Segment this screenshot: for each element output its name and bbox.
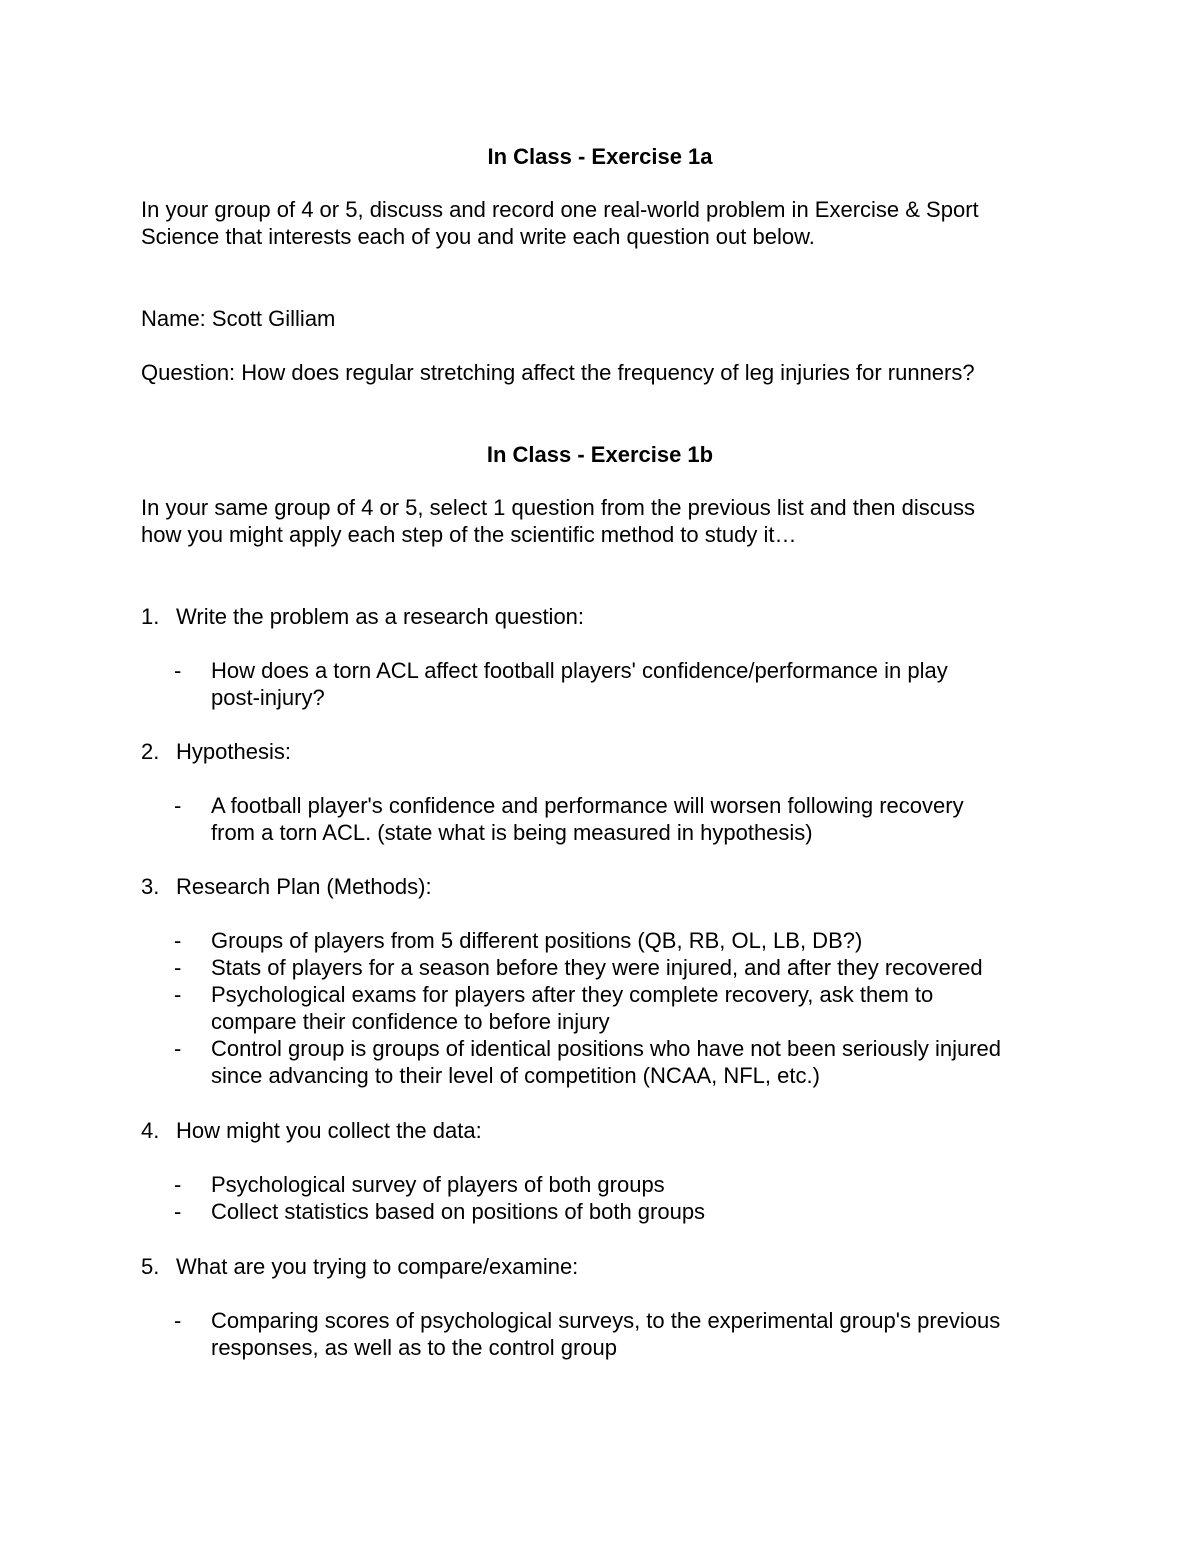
step-number: 2. <box>141 739 160 764</box>
step-label: Hypothesis: <box>176 739 291 764</box>
bullet-dash: - <box>174 928 182 953</box>
step-number: 1. <box>141 604 160 629</box>
bullet-text <box>211 792 1071 846</box>
bullet-line: post-injury? <box>211 685 325 710</box>
student-name: Name: Scott Gilliam <box>141 306 336 331</box>
bullet-text <box>211 981 1071 1035</box>
bullet-text <box>211 1307 1071 1361</box>
bullet-line: Collect statistics based on positions of both groups <box>211 1199 706 1224</box>
bullet-line: Psychological exams for players after they complete recovery, ask them to <box>211 982 934 1007</box>
bullet-dash: - <box>174 658 182 683</box>
step-label: What are you trying to compare/examine: <box>176 1254 579 1279</box>
bullet-line: Stats of players for a season before they were injured, and after they recovered <box>211 955 983 980</box>
bullet-dash: - <box>174 1036 182 1061</box>
bullet-text <box>211 1198 1071 1225</box>
step-number: 3. <box>141 874 160 899</box>
bullet-line: from a torn ACL. (state what is being measured in hypothesis) <box>211 820 813 845</box>
bullet-text <box>211 1171 1071 1198</box>
bullet-text <box>211 657 1071 711</box>
bullet-dash: - <box>174 955 182 980</box>
exercise-1b-instructions <box>141 494 1071 548</box>
exercise-1a-instructions-line: In your group of 4 or 5, discuss and record one real-world problem in Exercise & Sport <box>141 197 979 222</box>
bullet-text <box>211 927 1071 954</box>
exercise-1b-instructions-line: In your same group of 4 or 5, select 1 question from the previous list and then discuss <box>141 495 976 520</box>
exercise-1a-heading: In Class - Exercise 1a <box>487 144 713 169</box>
bullet-dash: - <box>174 982 182 1007</box>
exercise-1b-heading: In Class - Exercise 1b <box>486 442 714 467</box>
bullet-line: A football player's confidence and performance will worsen following recovery <box>211 793 964 818</box>
step-number: 4. <box>141 1118 160 1143</box>
bullet-dash: - <box>174 1199 182 1224</box>
bullet-line: compare their confidence to before injury <box>211 1009 610 1034</box>
bullet-text <box>211 1035 1071 1089</box>
bullet-line: Comparing scores of psychological surveys, to the experimental group's previous <box>211 1308 1001 1333</box>
step-label: Write the problem as a research question: <box>176 604 585 629</box>
step-label: How might you collect the data: <box>176 1118 482 1143</box>
exercise-1a-instructions-line: Science that interests each of you and write each question out below. <box>141 224 815 249</box>
bullet-line: How does a torn ACL affect football players' confidence/performance in play <box>211 658 948 683</box>
step-number: 5. <box>141 1254 160 1279</box>
bullet-line: Psychological survey of players of both groups <box>211 1172 665 1197</box>
exercise-1a-instructions <box>141 196 1071 250</box>
bullet-line: Control group is groups of identical positions who have not been seriously injured <box>211 1036 1002 1061</box>
student-question: Question: How does regular stretching affect the frequency of leg injuries for runners? <box>141 360 975 385</box>
step-label: Research Plan (Methods): <box>176 874 432 899</box>
bullet-line: responses, as well as to the control group <box>211 1335 618 1360</box>
bullet-dash: - <box>174 793 182 818</box>
exercise-1b-instructions-line: how you might apply each step of the scientific method to study it… <box>141 522 797 547</box>
bullet-line: since advancing to their level of competition (NCAA, NFL, etc.) <box>211 1063 820 1088</box>
bullet-line: Groups of players from 5 different positions (QB, RB, OL, LB, DB?) <box>211 928 863 953</box>
bullet-dash: - <box>174 1308 182 1333</box>
bullet-dash: - <box>174 1172 182 1197</box>
bullet-text <box>211 954 1071 981</box>
